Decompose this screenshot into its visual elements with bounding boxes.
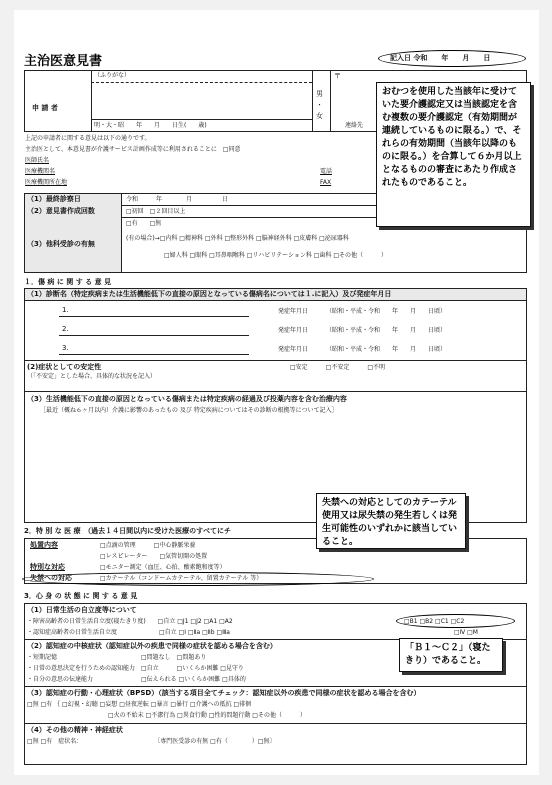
onset-3-label: 発症年月日	[278, 346, 309, 353]
core-symptom-header: （2）認知症の中核症状（認知症以外の疾患で同様の症状を認める場合を含む）	[27, 642, 277, 650]
onset-1-label: 発症年月日	[278, 308, 309, 315]
creation-count-value: □初回 □２回目以上	[126, 208, 186, 215]
bpsd-line1: □無 □有 ｛ □幻視・幻聴 □妄想 □昼夜逆転 □暴言 □暴行 □介護への抵抗 □徘徊	[27, 701, 252, 708]
statement-2: 主治医として、本意見書が介護サービス計画作成等に利用されることに □同意	[25, 146, 241, 153]
bedridden-b-c: □B1 □B2 □C1 □C2	[404, 618, 465, 625]
facility-name-label: 医療機関名	[25, 168, 56, 175]
furigana-label: （ふりがな）	[94, 72, 131, 79]
entry-date: 記入日 令和 年 月 日	[390, 54, 491, 62]
onset-3-value: （昭和・平成・令和 年 月 日頃）	[326, 346, 447, 353]
callout-bedridden: 「Ｂ１～Ｃ２」（寝たきり）であること。	[399, 638, 503, 672]
dementia-level-ext: □Ⅳ □M	[454, 629, 478, 636]
neuro-line: □無 □有 症状名： 〔専門医受診の有無 □有（ ）□無〕	[27, 738, 276, 745]
neuro-header: （4）その他の精神・神経症状	[27, 726, 123, 734]
diagnosis-2-num: 2.	[62, 325, 69, 333]
section1-title: １．傷 病 に 関 す る 意 見	[24, 278, 112, 286]
section3-title: 3．心 身 の 状 態 に 関 す る 意 見	[24, 592, 138, 600]
birth-date: 明・大・昭 年 月 日生( 歳)	[94, 122, 207, 129]
treatment-row1: □点滴の管理 □中心静脈栄養	[100, 542, 196, 549]
diagnosis-1-num: 1.	[62, 306, 69, 314]
onset-2-value: （昭和・平成・令和 年 月 日頃）	[326, 327, 447, 334]
applicant-label: 申 請 者	[32, 104, 58, 112]
bpsd-line2: □火の不始末 □不潔行為 □異食行動 □性的問題行動 □その他（ ）	[108, 712, 306, 719]
phone-label: 電話	[320, 168, 333, 175]
short-memory: ・短期記憶 □問題なし □問題あり	[27, 654, 207, 661]
form-title: 主治医意見書	[24, 54, 103, 69]
treatment-header: （3）生活機能低下の直接の原因となっている傷病または特定疾病の経過及び投薬内容を含む治療内容	[27, 395, 347, 403]
facility-address-label: 医療機関所在地	[25, 179, 68, 186]
onset-2-label: 発症年月日	[278, 327, 309, 334]
decision-ability: ・日常の意思決定を行うための認知能力 □自立 □いくらか困難 □見守り	[27, 665, 244, 672]
creation-count-label: （2）意見書作成回数	[27, 207, 95, 215]
onset-1-value: （昭和・平成・令和 年 月 日頃）	[326, 308, 447, 315]
section2-title: 2．特 別 な 医 療 （過去１４日間以内に受けた医療のすべてにチ	[24, 527, 231, 535]
incontinence-label: 失禁への対応	[30, 574, 72, 582]
stability-options: □安定 □不安定 □不明	[290, 364, 386, 371]
other-dept-line2: (有の場合)→□内科 □精神科 □外科 □整形外科 □脳神経外科 □皮膚科 □泌尿器科	[126, 235, 349, 242]
stability-label: (2)症状としての安定性	[27, 363, 102, 371]
callout-certification-period: おむつを使用した当該年に受けていた要介護認定又は当該認定を含む複数の要介護認定（有効期間が連続しているものに限る。）で、それらの有効期間（当該年以降のものに限る。）を合算して６か月以上となるものの審査にあたり作成されたものであること。	[376, 82, 531, 227]
diagnosis-header: （1）診断名（特定疾病または生活機能低下の直接の原因となっている傷病名については１.に記入）及び発症年月日	[27, 290, 392, 298]
sex-female: 女	[316, 112, 323, 120]
treatment-note: ［最近（概ね６ヶ月以内）介護に影響のあったもの 及び 特定疾病についてはその診断の根拠等について記入］	[40, 407, 338, 414]
sex-male: 男	[316, 90, 323, 98]
other-dept-label: （3）他科受診の有無	[27, 240, 95, 248]
section1-box	[24, 288, 527, 523]
postal-mark: 〒	[334, 72, 341, 80]
contact-label: 連絡先	[345, 122, 364, 129]
other-dept-line3: □婦人科 □眼科 □耳鼻咽喉科 □リハビリテーション科 □歯科 □その他（ ）	[164, 252, 388, 259]
last-exam-date: 令和 年 月 日	[126, 196, 229, 203]
treatment-row2: □レスピレーター □気管切開の処置	[100, 553, 208, 560]
special-care-label: 特別な対応	[30, 563, 65, 571]
dementia-level: ・認知症高齢者の日常生活自立度 □自立 □Ⅰ □Ⅱa □Ⅱb □Ⅲa	[27, 629, 230, 636]
sex-dot: ・	[316, 101, 323, 109]
bpsd-header: （3）認知症の行動・心理症状（BPSD）（該当する項目全てチェック：認知症以外の疾患で同様の症状を認める場合を含む）	[27, 689, 421, 697]
treatment-content-label: 処置内容	[30, 541, 58, 549]
communication-ability: ・自分の意思の伝達能力 □伝えられる □いくらか困難 □具体的	[27, 676, 246, 683]
statement-1: 上記の申請者に関する意見は以下の通りです。	[25, 135, 151, 142]
opinion-form-page	[14, 10, 539, 775]
fax-label: FAX	[320, 179, 332, 186]
callout-catheter: 失禁への対応としてのカテーテル使用又は尿失禁の発生若しくは発生可能性のいずれかに該当していること。	[316, 493, 466, 549]
incontinence-row: □カテーテル（コンドームカテーテル、留置カテーテル 等）	[100, 575, 263, 582]
diagnosis-3-num: 3.	[62, 344, 69, 352]
other-dept-line1: □有 □無	[126, 220, 162, 227]
special-care-row: □モニター測定（血圧、心拍、酸素飽和度等）	[100, 564, 226, 571]
doctor-name-label: 医師氏名	[25, 157, 50, 164]
stability-note: （「不安定」とした場合、具体的な状況を記入）	[27, 373, 157, 380]
last-exam-label: （1）最終診察日	[27, 195, 81, 203]
bedridden-level: ・障害高齢者の日常生活自立度(寝たきり度) □自立 □J1 □J2 □A1 □A2	[27, 618, 233, 625]
independence-header: （1）日常生活の自立度等について	[27, 606, 137, 614]
